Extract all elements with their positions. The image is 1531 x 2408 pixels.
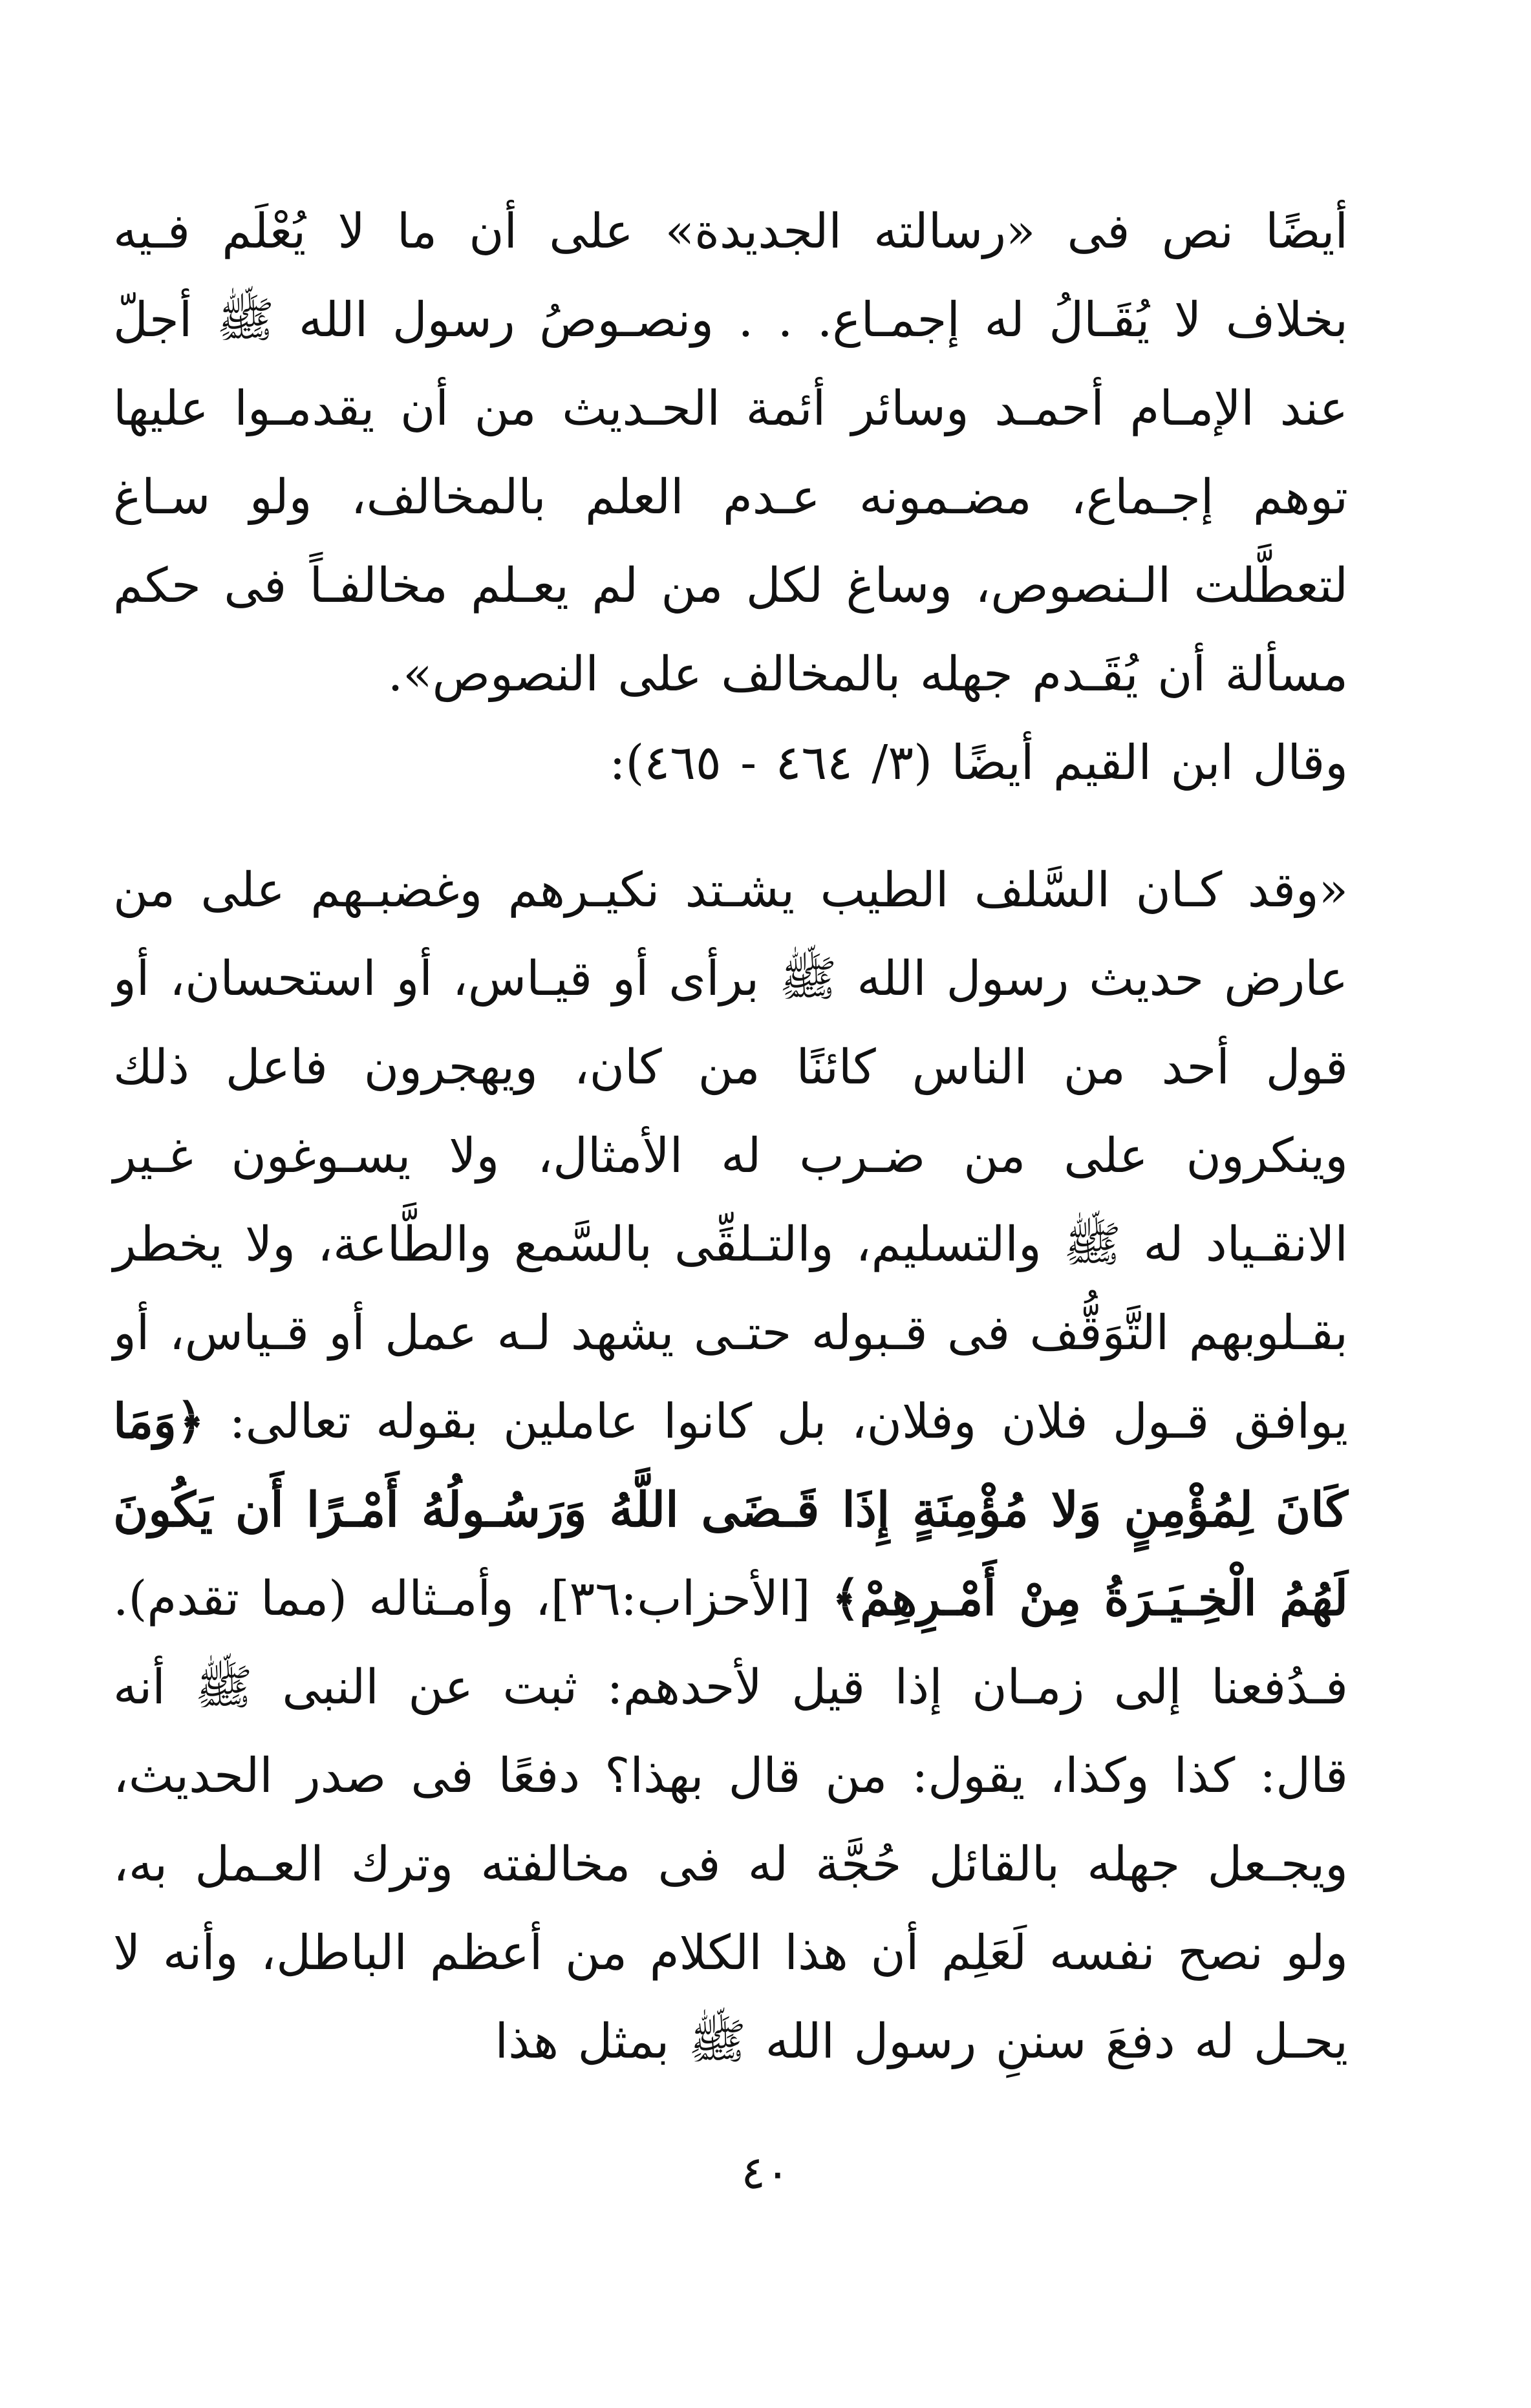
page-body xyxy=(113,187,1348,2321)
paragraph-1: أيضًا نص فى «رسالته الجديدة» على أن ما لا يُعْلَم فـيه بخلاف لا يُقَـالُ له إجمـاع. . . ونصـوصُ رسول الله ﷺ أجلّ عند الإمـام أحمـد وسائر أئمة الحـديث من أن يقدمـوا عليها توهم إجـماع، مضـمونه عـدم العلم بالمخالف، ولو سـاغ لتعطَّلت الـنصوص، وساغ لكل من لم يعـلم مخالفـاً فى حكم مسألة أن يُقَـدم جهله بالمخالف على النصوص». xyxy=(113,204,1348,702)
quran-verse: ﴿وَمَا كَانَ لِمُؤْمِنٍ وَلا مُؤْمِنَةٍ إِذَا قَـضَى اللَّهُ وَرَسُـولُهُ أَمْـرًا أَن يَكُونَ لَهُمُ الْخِـيَـرَةُ مِنْ أَمْـرِهِمْ﴾ xyxy=(113,1394,1348,1626)
paragraph-2-citation: وقال ابن القيم أيضًا (٣/ ٤٦٤ - ٤٦٥): xyxy=(609,735,1348,791)
quote-text-before-verse: «وقد كـان السَّلف الطيب يشـتد نكيـرهم وغضبـهم على من عارض حديث رسول الله ﷺ برأى أو قيـاس، أو استحسان، أو قول أحد من الناس كائنًا من كان، ويهجرون فاعل ذلك وينكرون على من ضـرب له الأمثال، ولا يسـوغون غـير الانقـياد له ﷺ والتسليم، والتـلقِّى بالسَّمع والطَّاعة، ولا يخطر بقـلوبهم التَّوَقُّف فى قـبوله حتـى يشهد لـه عمل أو قـياس، أو يوافق قـول فلان وفلان، بل كانوا عاملين بقوله تعالى: xyxy=(113,862,1348,1449)
quote-text-after-verse: [الأحزاب:٣٦]، وأمـثاله (مما تقدم). فـدُفعنا إلى زمـان إذا قيل لأحدهم: ثبت عن النبى ﷺ أنه قال: كذا وكذا، يقول: من قال بهذا؟ دفعًا فى صدر الحديث، ويجـعل جهله بالقائل حُجَّة له فى مخالفته وترك العـمل به، ولو نصح نفسه لَعَلِم أن هذا الكلام من أعظم الباطل، وأنه لا يحـل له دفعَ سننِ رسول الله ﷺ بمثل هذا xyxy=(113,1571,1348,2069)
paragraph-3-quote xyxy=(113,846,1348,2086)
page-number: ٤٠ xyxy=(741,2146,790,2199)
